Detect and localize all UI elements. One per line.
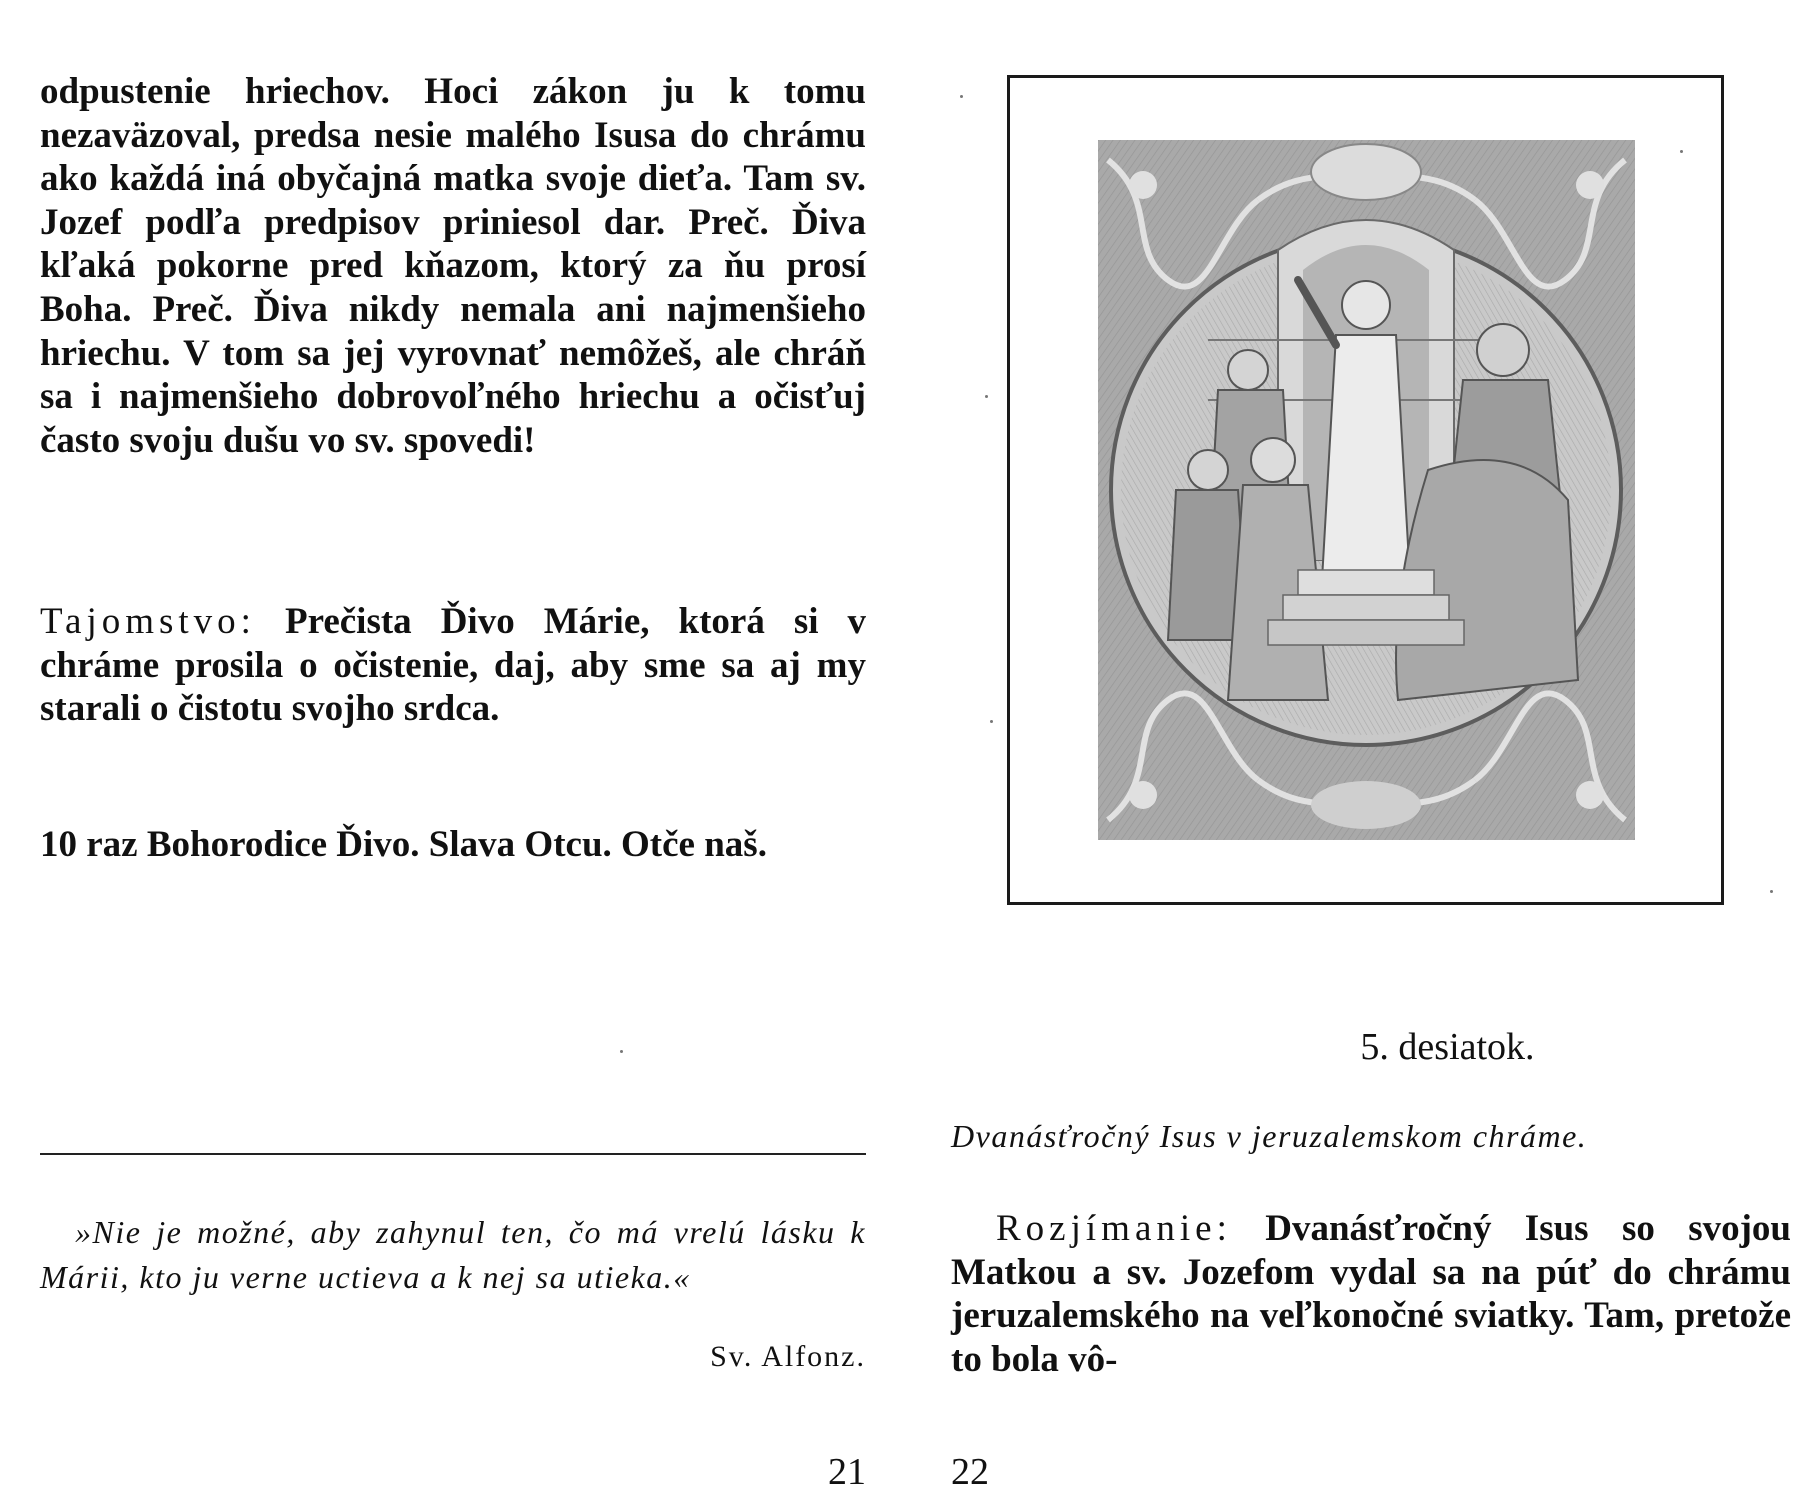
quote-author: Sv. Alfonz.	[710, 1340, 866, 1373]
mystery-paragraph	[40, 600, 866, 731]
prayer-paragraph: 10 raz Bohorodice Ďivo. Slava Otcu. Otče naš.	[40, 824, 767, 865]
scan-speck	[620, 1050, 623, 1053]
section-subtitle: Dvanásťročný Isus v jeruzalemskom chráme.	[951, 1118, 1588, 1154]
illustration-jesus-in-temple	[1098, 140, 1635, 840]
page-number-left: 21	[828, 1451, 866, 1493]
meditation-label: Rozjímanie:	[996, 1208, 1232, 1249]
quote: »Nie je možné, aby zahynul ten, čo má vrelú lásku k Márii, kto ju verne uctieva a k nej sa utieka.«	[40, 1214, 866, 1295]
left-page	[0, 0, 900, 1500]
scan-speck	[985, 395, 988, 398]
section-title: 5. desiatok.	[1360, 1026, 1535, 1068]
mystery-label: Tajomstvo:	[40, 601, 256, 642]
scan-speck	[1770, 890, 1773, 893]
right-page	[900, 0, 1810, 1500]
footnote-divider	[40, 1153, 866, 1155]
scan-speck	[990, 720, 993, 723]
scan-speck	[960, 95, 963, 98]
mystery-text: Prečista Ďivo Márie, ktorá si v chráme prosila o očistenie, daj, aby sme sa aj my starali o čistotu svojho srdca.	[40, 601, 867, 730]
engraving-image	[1098, 140, 1635, 840]
meditation-text: Dvanásťročný Isus so svojou Matkou a sv. Jozefom vydal sa na púť do chrámu jeruzalemského na veľkonočné sviatky. Tam, pretože to bola vô-	[951, 1208, 1791, 1380]
meditation-paragraph	[951, 1207, 1791, 1381]
paragraph-1: odpustenie hriechov. Hoci zákon ju k tomu nezaväzoval, predsa nesie malého Isusa do chrámu ako každá iná obyčajná matka svoje dieťa. Tam sv. Jozef podľa predpisov priniesol dar. Preč. Ďiva kľaká pokorne pred kňazom, ktorý za ňu prosí Boha. Preč. Ďiva nikdy nemala ani najmenšieho hriechu. V tom sa jej vyrovnať nemôžeš, ale chráň sa i najmenšieho dobrovoľného hriechu a očisťuj často svoju dušu vo sv. spovedi!	[40, 71, 866, 461]
scan-speck	[1680, 150, 1683, 153]
page-number-right: 22	[951, 1451, 989, 1493]
